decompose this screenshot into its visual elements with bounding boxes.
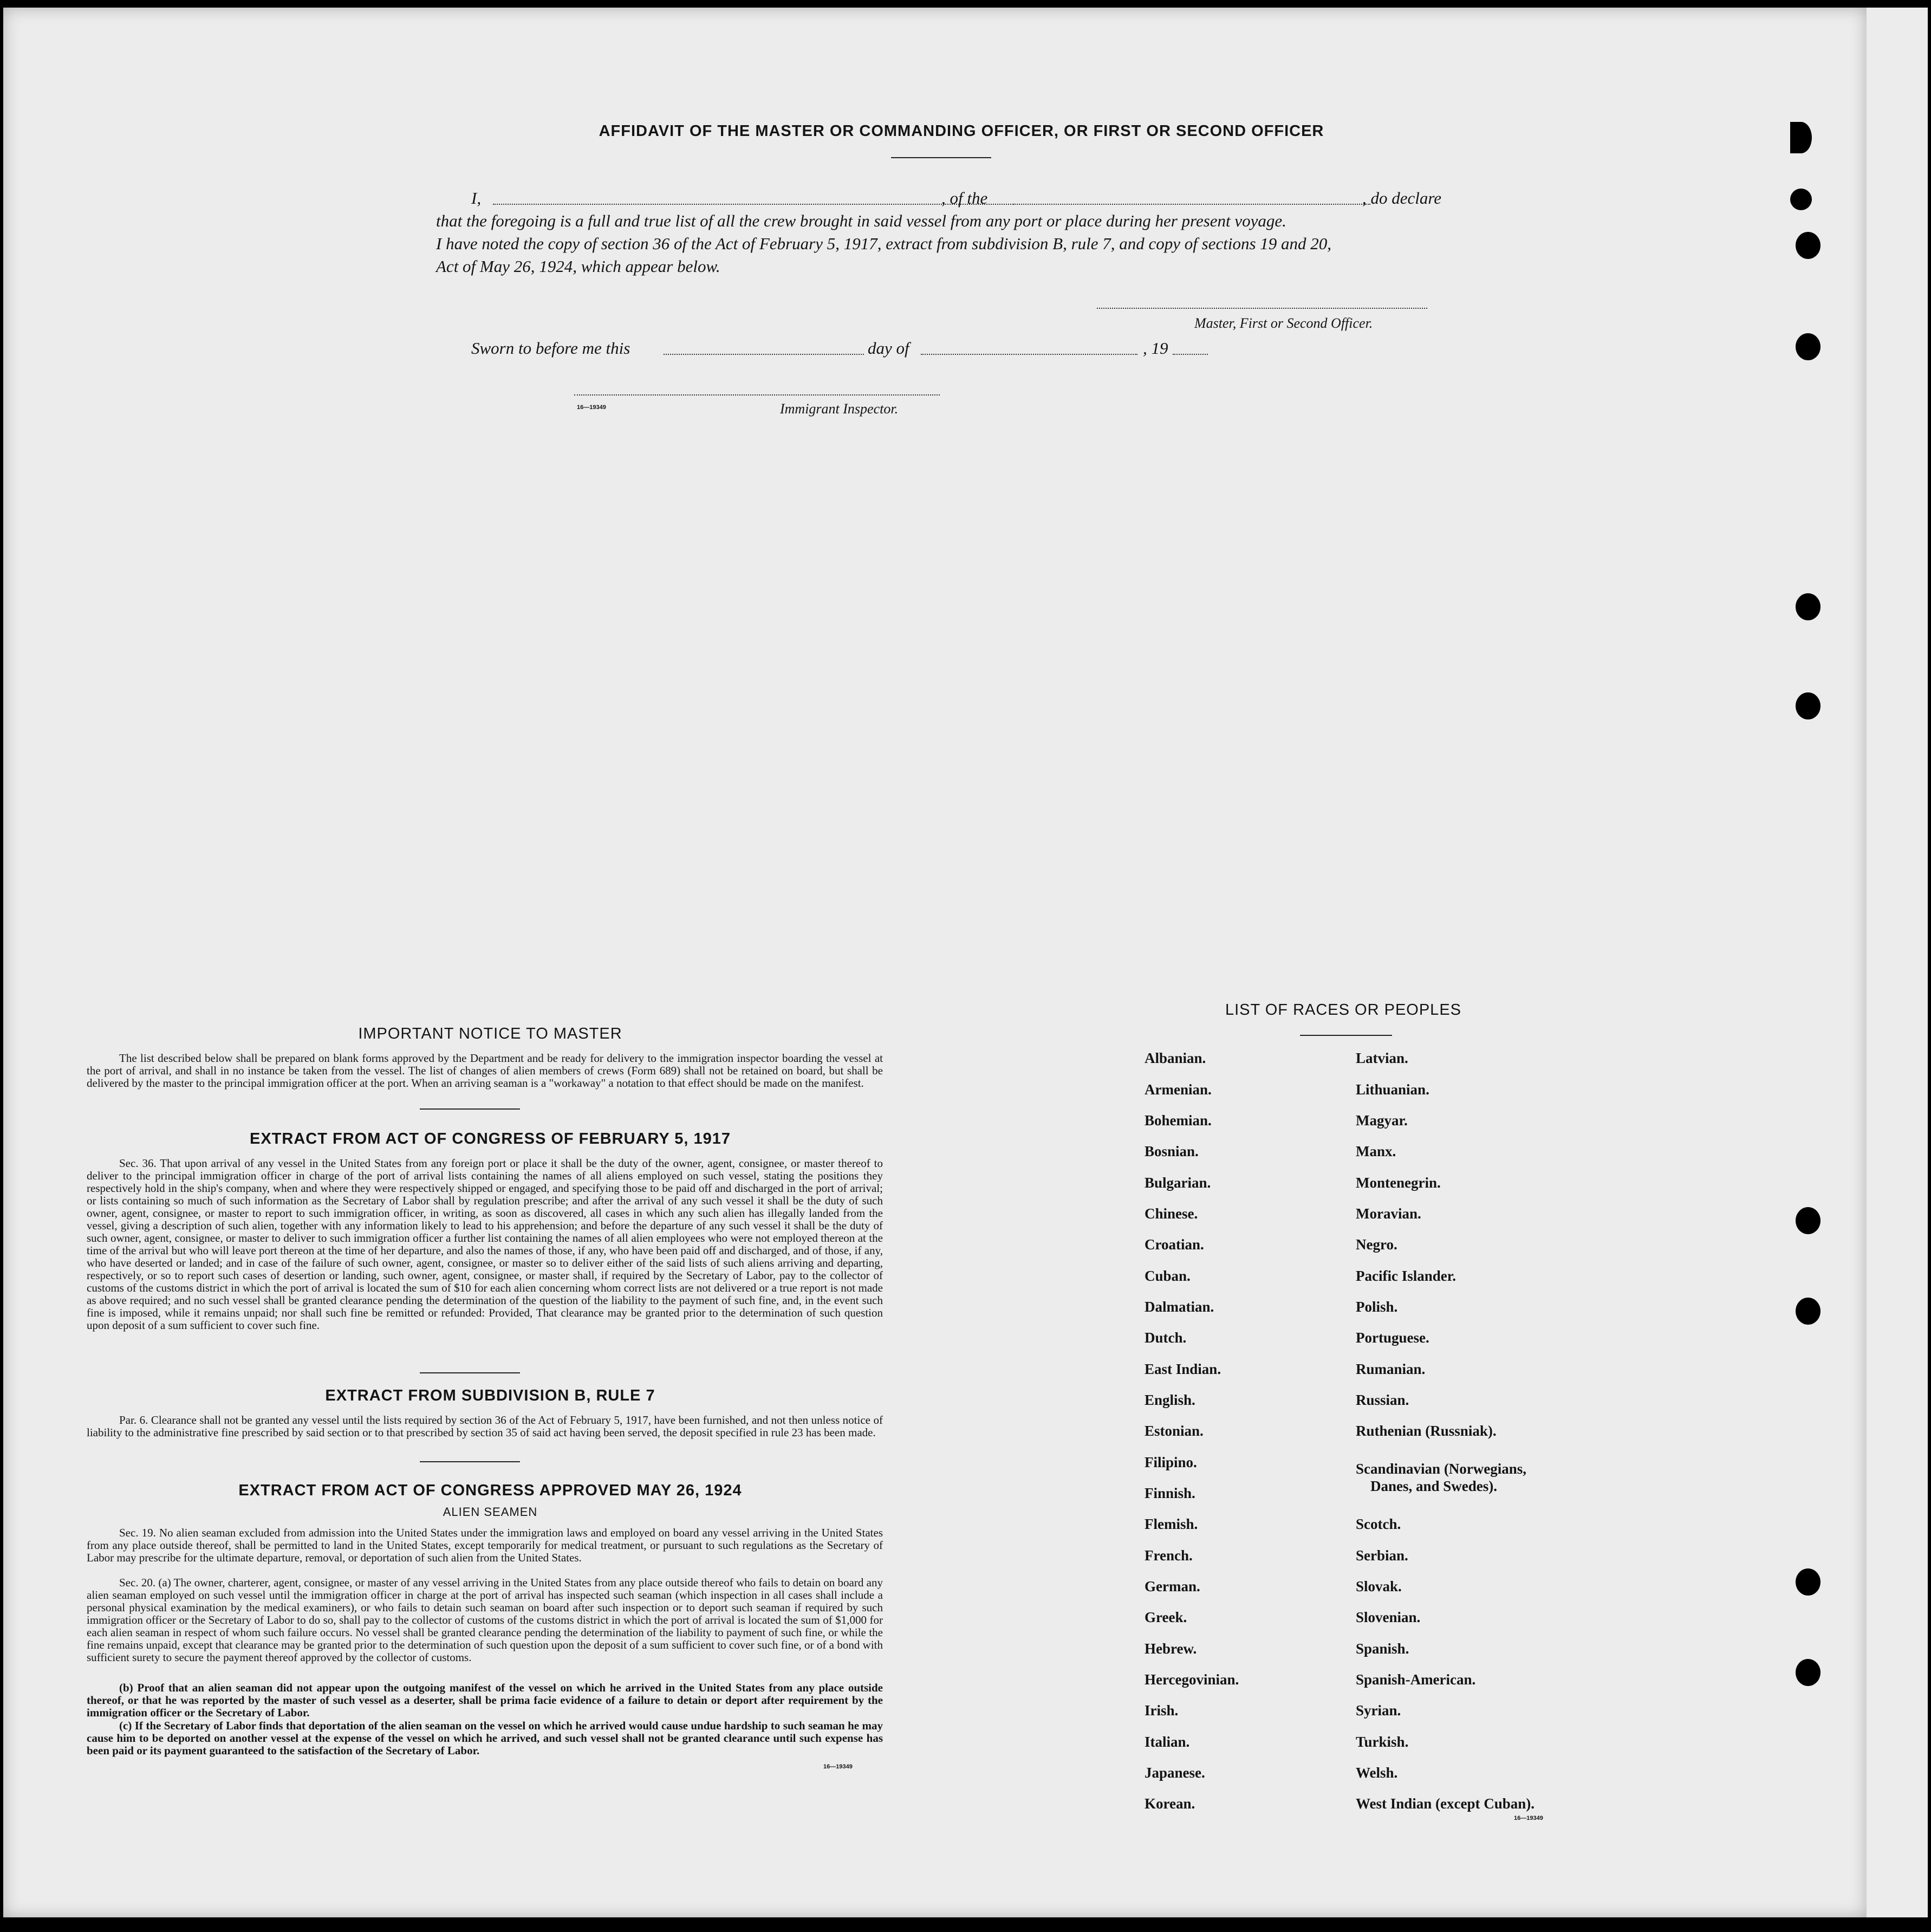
race-item: Ruthenian (Russniak). bbox=[1356, 1423, 1497, 1439]
race-item: Serbian. bbox=[1356, 1547, 1408, 1564]
race-item: Spanish. bbox=[1356, 1641, 1409, 1657]
sworn-day-field[interactable] bbox=[664, 354, 864, 355]
race-item: Chinese. bbox=[1145, 1205, 1198, 1222]
race-item: Korean. bbox=[1145, 1795, 1195, 1812]
day-of-label: day of bbox=[868, 339, 909, 358]
punch-hole bbox=[1796, 692, 1821, 719]
race-item: Hebrew. bbox=[1145, 1641, 1197, 1657]
race-item: Polish. bbox=[1356, 1299, 1398, 1315]
race-item: Scotch. bbox=[1356, 1516, 1401, 1532]
race-item: Filipino. bbox=[1145, 1454, 1197, 1470]
sworn-line bbox=[471, 339, 1208, 360]
race-item: Moravian. bbox=[1356, 1205, 1421, 1222]
race-item: Japanese. bbox=[1145, 1765, 1205, 1781]
section-rule bbox=[420, 1372, 520, 1373]
extract-1924-sec20b: (b) Proof that an alien seaman did not appear upon the outgoing manifest of the vessel on which he arrived in the United States from any place outside thereof, or that he was reported by the master of such vessel as a deserter, shall be prima facie evidence of a failure to detain or deport after requirement by the immigration officer or the Secretary of Labor. bbox=[87, 1681, 883, 1719]
race-item: Cuban. bbox=[1145, 1268, 1191, 1284]
race-item: Dutch. bbox=[1145, 1330, 1187, 1346]
race-item: Bosnian. bbox=[1145, 1143, 1199, 1159]
punch-hole bbox=[1796, 1207, 1821, 1234]
affidavit-form-code: 16—19349 bbox=[577, 404, 606, 411]
race-item: Hercegovinian. bbox=[1145, 1671, 1239, 1688]
race-item: Latvian. bbox=[1356, 1050, 1408, 1066]
punch-hole bbox=[1796, 232, 1821, 259]
race-item: Portuguese. bbox=[1356, 1330, 1429, 1346]
inspector-label: Immigrant Inspector. bbox=[780, 401, 899, 417]
affidavit-line-1 bbox=[471, 189, 1449, 210]
race-item: Spanish-American. bbox=[1356, 1671, 1476, 1688]
affidavit-i-label: I, bbox=[471, 189, 482, 208]
sworn-year-field[interactable] bbox=[1173, 354, 1208, 355]
race-item: Croatian. bbox=[1145, 1236, 1204, 1253]
vessel-field[interactable] bbox=[1013, 204, 1370, 205]
punch-hole bbox=[1796, 1659, 1821, 1686]
extract-1917-body: Sec. 36. That upon arrival of any vessel in the United States from any foreign port or place it shall be the duty of the owner, agent, consignee, or master thereof to deliver to the principal immigration officer in charge of the port of arrival lists containing the names of all aliens employed on such vessel, stating the positions they respectively hold in the ship's company, when and where they were respectively shipped or engaged, and specifying those to be paid off and discharged in the port of arrival; or lists containing so much of such information as the Secretary of Labor shall by regulation prescribe; and after the arrival of any such vessel it shall be the duty of such owner, agent, consignee, or master to report to such immigration officer, in writing, as soon as discovered, all cases in which any such alien has illegally landed from the vessel, giving a description of such alien, together with any information likely to lead to his apprehension; and before the departure of any such vessel it shall be the duty of such owner, agent, consignee, or master to deliver to such immigration officer a further list containing the names of all alien employees who were not employed thereon at the time of the arrival but who will leave port thereon at the time of her departure, and also the names of those, if any, who have been paid off and discharged, and of those, if any, who have deserted or landed; and in case of the failure of such owner, agent, consignee, or master so to deliver either of the said lists of such aliens arriving and departing, respectively, or so to report such cases of desertion or landing, such owner, agent, consignee, or master shall, if required by the Secretary of Labor, pay to the collector of customs of the customs district in which the port of arrival is located the sum of $10 for each alien concerning whom correct lists are not delivered or a true report is not made as above required; and no such vessel shall be granted clearance pending the determination of the question of the liability to the payment of such fine, and, in the event such fine is imposed, while it remains unpaid; nor shall such fine be remitted or refunded: Provided, That clearance may be granted prior to the determination of such question upon deposit of a sum sufficient to cover such fine. bbox=[87, 1157, 883, 1332]
affidavit-title: AFFIDAVIT OF THE MASTER OR COMMANDING OFFICER, OR FIRST OR SECOND OFFICER bbox=[599, 122, 1324, 140]
race-item: Albanian. bbox=[1145, 1050, 1206, 1066]
affidavit-of-the-label: , of the bbox=[941, 189, 988, 208]
race-item: Irish. bbox=[1145, 1702, 1179, 1719]
extract-1924-sec19: Sec. 19. No alien seaman excluded from admission into the United States under the immigration laws and employed on board any vessel arriving in the United States from any place outside thereof, shall be permitted to land in the United States, except temporarily for medical treatment, or pursuant to such regulations as the Secretary of Labor may prescribe for the ultimate departure, removal, or deportation of such alien from the United States. bbox=[87, 1526, 883, 1564]
race-item: Slovak. bbox=[1356, 1578, 1402, 1594]
race-item: Lithuanian. bbox=[1356, 1081, 1429, 1098]
inspector-signature-field[interactable] bbox=[574, 394, 940, 396]
sworn-label: Sworn to before me this bbox=[471, 339, 630, 358]
extract-1917-title: EXTRACT FROM ACT OF CONGRESS OF FEBRUARY 5, 1917 bbox=[249, 1130, 731, 1147]
section-rule bbox=[420, 1461, 520, 1462]
race-item: Pacific Islander. bbox=[1356, 1268, 1456, 1284]
race-item: Greek. bbox=[1145, 1609, 1187, 1625]
race-item: Estonian. bbox=[1145, 1423, 1204, 1439]
punch-hole bbox=[1796, 333, 1821, 360]
race-item: Danes, and Swedes). bbox=[1370, 1478, 1498, 1494]
punch-hole bbox=[1796, 1568, 1821, 1596]
race-item: Montenegrin. bbox=[1356, 1175, 1441, 1191]
sworn-month-field[interactable] bbox=[921, 354, 1137, 355]
affidavit-line-3: I have noted the copy of section 36 of the Act of February 5, 1917, extract from subdivision B, rule 7, and copy of sections 19 and 20, bbox=[436, 234, 1332, 253]
punch-hole bbox=[1790, 122, 1812, 153]
punch-hole bbox=[1796, 1298, 1821, 1325]
race-item: East Indian. bbox=[1145, 1361, 1221, 1377]
extract-1924-sec20a: Sec. 20. (a) The owner, charterer, agent, consignee, or master of any vessel arriving in the United States from any place outside thereof who fails to detain on board any alien seaman employed on such vessel until the immigration officer in charge at the port of arrival has inspected such seaman (which inspection in all cases shall include a personal physical examination by the medical examiners), or who fails to detain such seaman on board after such inspection or to deport such seaman if required by such immigration officer or the Secretary of Labor to do so, shall pay to the collector of customs of the customs district in which the port of arrival is located the sum of $1,000 for each alien seaman in respect of whom such failure occurs. No vessel shall be granted clearance pending the determination of the liability to payment of such fine, or while the fine remains unpaid, except that clearance may be granted prior to the determination of such question upon the deposit of a sum sufficient to cover such fine, or of a bond with sufficient surety to secure the payment thereof approved by the collector of customs. bbox=[87, 1576, 883, 1664]
race-item: German. bbox=[1145, 1578, 1200, 1594]
extract-1924-sec20c: (c) If the Secretary of Labor finds that deportation of the alien seaman on the vessel on which he arrived would cause undue hardship to such seaman he may cause him to be deported on another vessel at the expense of the vessel on which he arrived, and such vessel shall not be granted clearance until such expense has been paid or its payment guaranteed to the satisfaction of the Secretary of Labor. bbox=[87, 1719, 883, 1757]
extract-rule7-title: EXTRACT FROM SUBDIVISION B, RULE 7 bbox=[325, 1387, 655, 1404]
extract-1924-subtitle: ALIEN SEAMEN bbox=[443, 1505, 538, 1519]
race-item: Finnish. bbox=[1145, 1485, 1195, 1501]
punch-hole bbox=[1796, 593, 1821, 620]
race-item: Italian. bbox=[1145, 1734, 1190, 1750]
race-item: Russian. bbox=[1356, 1392, 1409, 1408]
extract-1924-title: EXTRACT FROM ACT OF CONGRESS APPROVED MAY 26, 1924 bbox=[238, 1482, 742, 1499]
race-item: Bulgarian. bbox=[1145, 1175, 1211, 1191]
page-edge-strip bbox=[1867, 8, 1928, 1917]
race-item: Turkish. bbox=[1356, 1734, 1409, 1750]
race-item: Manx. bbox=[1356, 1143, 1396, 1159]
extract-rule7-body: Par. 6. Clearance shall not be granted any vessel until the lists required by section 36 of the Act of February 5, 1917, have been furnished, and not then unless notice of liability to the administrative fine prescribed by said section or to that prescribed by section 35 of said act having been served, the deposit specified in rule 23 has been made. bbox=[87, 1414, 883, 1439]
extract-form-code: 16—19349 bbox=[823, 1764, 853, 1770]
races-title: LIST OF RACES OR PEOPLES bbox=[1225, 1001, 1462, 1019]
race-item: Magyar. bbox=[1356, 1112, 1408, 1129]
punch-hole bbox=[1790, 189, 1812, 210]
race-item: English. bbox=[1145, 1392, 1195, 1408]
races-title-rule bbox=[1300, 1035, 1392, 1036]
title-rule bbox=[891, 157, 991, 158]
race-item: Negro. bbox=[1356, 1236, 1397, 1253]
master-signature-field[interactable] bbox=[1097, 308, 1427, 309]
year-label: , 19 bbox=[1143, 339, 1168, 358]
race-item: Scandinavian (Norwegians, bbox=[1356, 1461, 1527, 1477]
race-item: Armenian. bbox=[1145, 1081, 1212, 1098]
race-item: Flemish. bbox=[1145, 1516, 1198, 1532]
notice-title: IMPORTANT NOTICE TO MASTER bbox=[358, 1025, 622, 1042]
race-item: Dalmatian. bbox=[1145, 1299, 1214, 1315]
affidavit-line-4: Act of May 26, 1924, which appear below. bbox=[436, 257, 720, 276]
master-signature-label: Master, First or Second Officer. bbox=[1194, 315, 1373, 331]
notice-body: The list described below shall be prepared on blank forms approved by the Department and be ready for delivery to the immigration inspector boarding the vessel at the port of arrival, and shall in no instance be taken from the vessel. The list of changes of alien members of crews (Form 689) shall not be retained on board, but shall be delivered by the master to the principal immigration officer at the port. When an arriving seaman is a "workaway" a notation to that effect should be made on the manifest. bbox=[87, 1052, 883, 1090]
section-rule bbox=[420, 1108, 520, 1110]
race-item: Rumanian. bbox=[1356, 1361, 1426, 1377]
affidavit-declare-label: , do declare bbox=[1362, 189, 1442, 208]
race-item: West Indian (except Cuban). bbox=[1356, 1795, 1535, 1812]
race-item: Slovenian. bbox=[1356, 1609, 1421, 1625]
race-item: Welsh. bbox=[1356, 1765, 1398, 1781]
race-item: Bohemian. bbox=[1145, 1112, 1212, 1129]
races-form-code: 16—19349 bbox=[1514, 1815, 1543, 1821]
race-item: Syrian. bbox=[1356, 1702, 1401, 1719]
race-item: French. bbox=[1145, 1547, 1193, 1564]
affidavit-line-2: that the foregoing is a full and true list of all the crew brought in said vessel from any port or place during her present voyage. bbox=[436, 211, 1286, 230]
